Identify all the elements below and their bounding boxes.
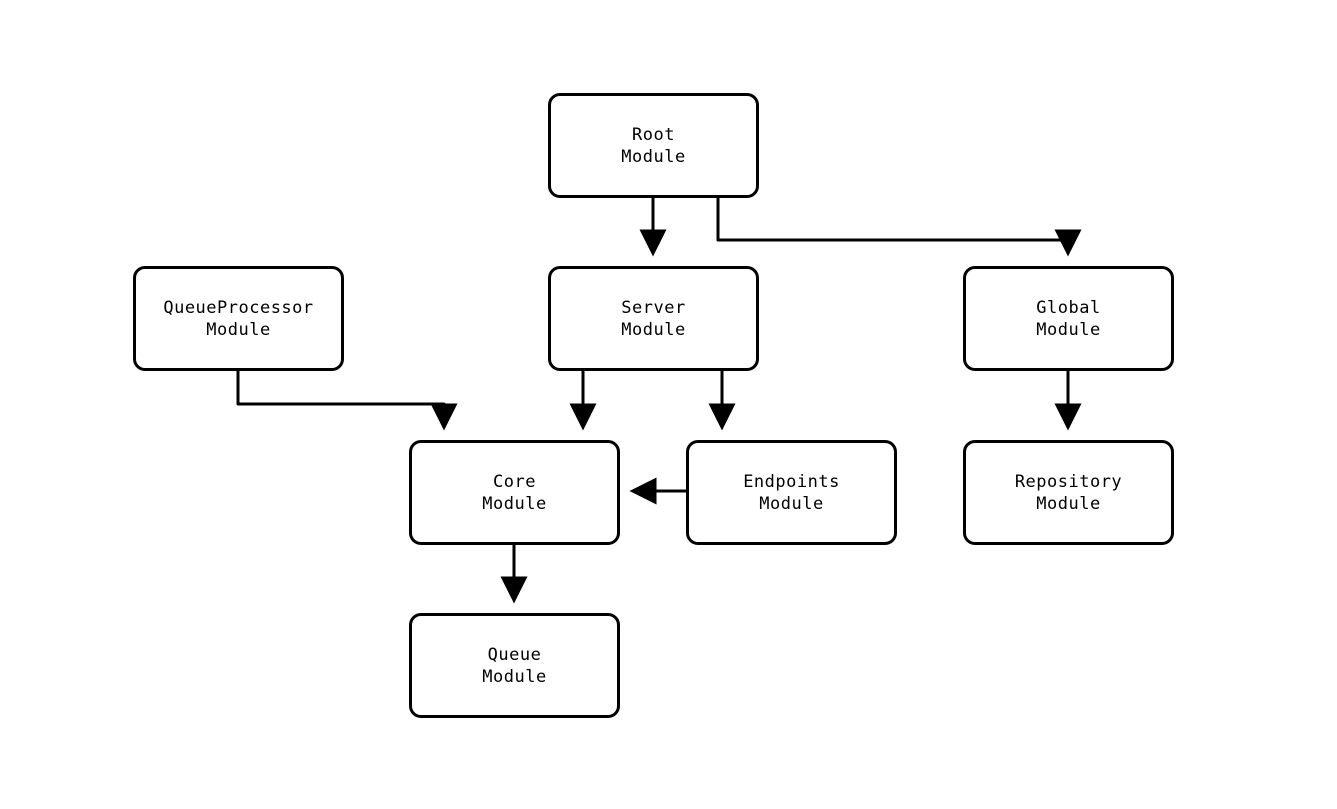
node-server-module-label-line1: Server	[621, 297, 686, 318]
node-repository-module-label-line1: Repository	[1014, 471, 1123, 492]
node-core-module-label-line2: Module	[482, 493, 547, 514]
node-core-module[interactable]	[409, 440, 620, 545]
node-queueprocessor-module[interactable]	[133, 266, 344, 371]
node-server-module[interactable]	[548, 266, 759, 371]
node-queue-module-label-line1: Queue	[487, 644, 542, 665]
node-root-module-label-line2: Module	[621, 146, 686, 167]
node-global-module-label-line1: Global	[1036, 297, 1101, 318]
node-queue-module[interactable]	[409, 613, 620, 718]
node-repository-module[interactable]	[963, 440, 1174, 545]
node-core-module-label-line1: Core	[493, 471, 536, 492]
node-root-module-label-line1: Root	[632, 124, 675, 145]
node-endpoints-module[interactable]	[686, 440, 897, 545]
edge-root-to-global	[718, 198, 1068, 252]
node-queueprocessor-module-label-line1: QueueProcessor	[163, 297, 314, 318]
node-global-module-label-line2: Module	[1036, 319, 1101, 340]
node-endpoints-module-label-line2: Module	[759, 493, 824, 514]
node-repository-module-label-line2: Module	[1036, 493, 1101, 514]
node-queue-module-label-line2: Module	[482, 666, 547, 687]
node-root-module[interactable]	[548, 93, 759, 198]
node-endpoints-module-label-line1: Endpoints	[743, 471, 840, 492]
node-queueprocessor-module-label-line2: Module	[206, 319, 271, 340]
node-server-module-label-line2: Module	[621, 319, 686, 340]
edge-queueprocessor-to-core	[238, 371, 444, 426]
node-global-module[interactable]	[963, 266, 1174, 371]
